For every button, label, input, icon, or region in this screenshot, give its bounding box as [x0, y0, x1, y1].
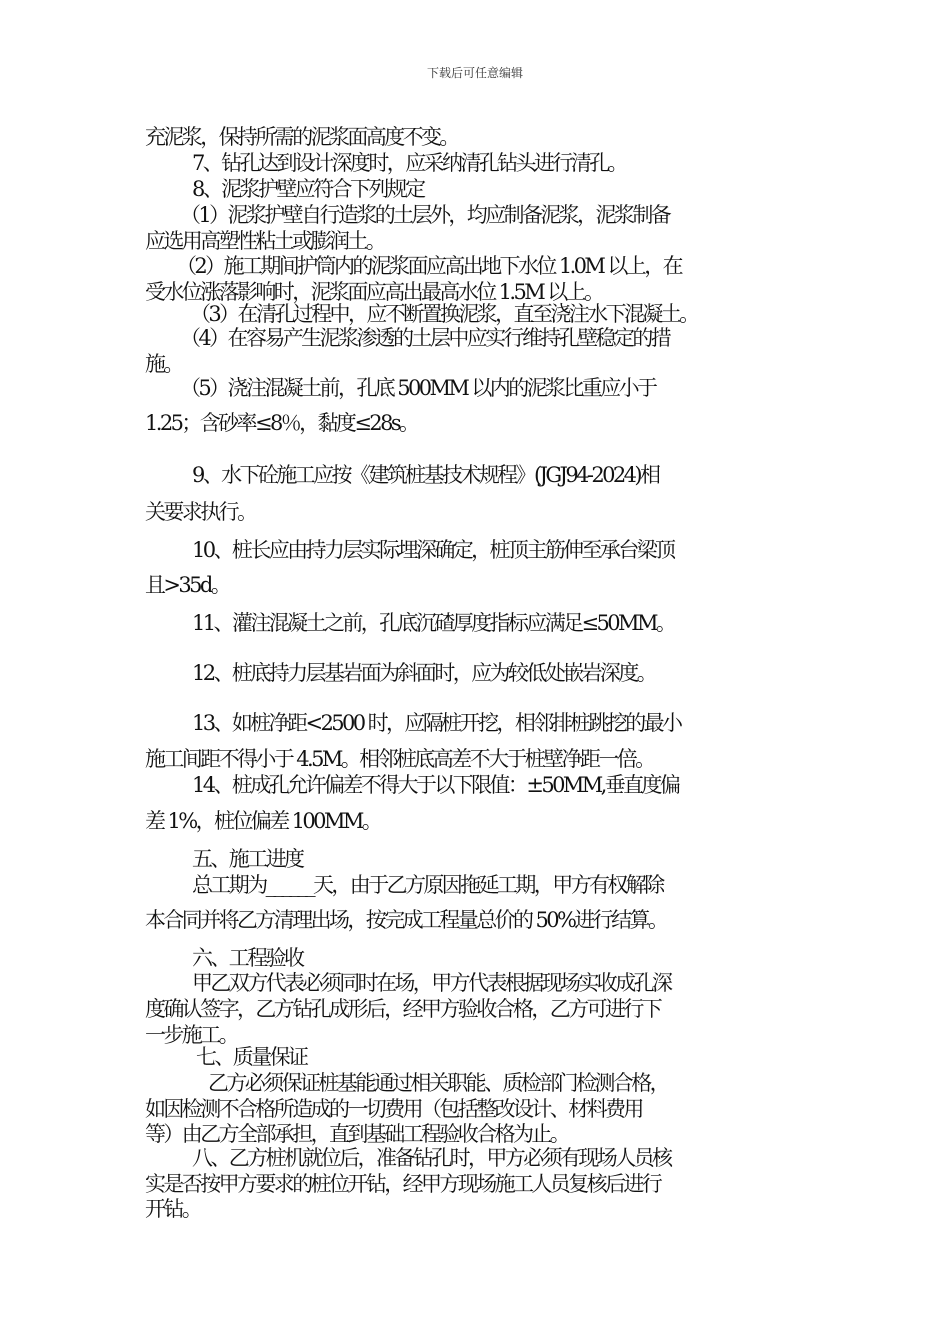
- text-line: （1）泥浆护壁自行造浆的土层外，均应制备泥浆，泥浆制备: [180, 203, 670, 227]
- text-line: 如因检测不合格所造成的一切费用（包括整改设计、材料费用: [145, 1097, 642, 1121]
- text-line: 实是否按甲方要求的桩位开钻，经甲方现场施工人员复核后进行: [145, 1172, 661, 1196]
- text-line: 施。: [145, 352, 182, 376]
- text-line: 甲乙双方代表必须同时在场，甲方代表根据现场实收成孔深: [192, 971, 671, 995]
- text-line: （5）浇注混凝土前，孔底 500MM 以内的泥浆比重应小于: [180, 376, 656, 400]
- text-line: 10、桩长应由持力层实际埋深确定，桩顶主筋伸至承台梁顶: [192, 538, 674, 562]
- text-line: 施工间距不得小于 4.5M。相邻桩底高差不大于桩壁净距一倍。: [145, 747, 654, 771]
- page-header: 下载后可任意编辑: [426, 66, 523, 80]
- text-line: 9、水下砼施工应按《建筑桩基技术规程》(JGJ94-2024)相: [192, 463, 659, 487]
- text-line: 六、工程验收: [192, 946, 303, 970]
- text-line: 度确认签字，乙方钻孔成形后，经甲方验收合格，乙方可进行下: [145, 997, 661, 1021]
- text-line: 且>35d。: [145, 573, 230, 597]
- text-line: 等）由乙方全部承担，直到基础工程验收合格为止。: [145, 1122, 569, 1146]
- text-line: （4）在容易产生泥浆渗透的土层中应实行维持孔壁稳定的措: [180, 326, 670, 350]
- text-line: 12、桩底持力层基岩面为斜面时，应为较低处嵌岩深度。: [192, 661, 656, 685]
- text-line: 五、施工进度: [192, 847, 303, 871]
- text-line: 八、乙方桩机就位后，准备钻孔时，甲方必须有现场人员核: [192, 1146, 671, 1170]
- text-line: 1.25；含砂率≤8％，黏度≤28s。: [145, 411, 418, 435]
- text-line: 7、钻孔达到设计深度时，应采纳清孔钻头进行清孔。: [192, 151, 626, 175]
- text-line: 乙方必须保证桩基能通过相关职能、质检部门检测合格，: [208, 1071, 668, 1095]
- text-line: 11、灌注混凝土之前，孔底沉碴厚度指标应满足≤50MM。: [192, 611, 675, 635]
- text-line: 七、质量保证: [196, 1045, 307, 1069]
- text-line: （2）施工期间护筒内的泥浆面应高出地下水位 1.0M 以上，在: [176, 254, 682, 278]
- text-line: 开钻。: [145, 1197, 201, 1221]
- text-line: 应选用高塑性粘土或膨润土。: [145, 229, 385, 253]
- text-line: 一步施工。: [145, 1023, 237, 1047]
- text-line: 受水位涨落影响时，泥浆面应高出最高水位 1.5M 以上。: [145, 280, 603, 304]
- text-line: （3）在清孔过程中，应不断置换泥浆，直至浇注水下混凝土。: [190, 302, 698, 326]
- text-line: 13、如桩净距<2500 时，应隔桩开挖，相邻排桩跳挖的最小: [192, 711, 681, 735]
- text-line: 充泥浆，保持所需的泥浆面高度不变。: [145, 125, 458, 149]
- text-line: 本合同并将乙方清理出场，按完成工程量总价的 50%进行结算。: [145, 908, 667, 932]
- text-line: 关要求执行。: [145, 500, 256, 524]
- text-line: 总工期为______天，由于乙方原因拖延工期，甲方有权解除: [192, 873, 663, 897]
- text-line: 8、泥浆护壁应符合下列规定: [192, 177, 424, 201]
- text-line: 14、桩成孔允许偏差不得大于以下限值：±50MM,垂直度偏: [192, 773, 679, 797]
- text-line: 差 1%，桩位偏差 100MM。: [145, 809, 381, 833]
